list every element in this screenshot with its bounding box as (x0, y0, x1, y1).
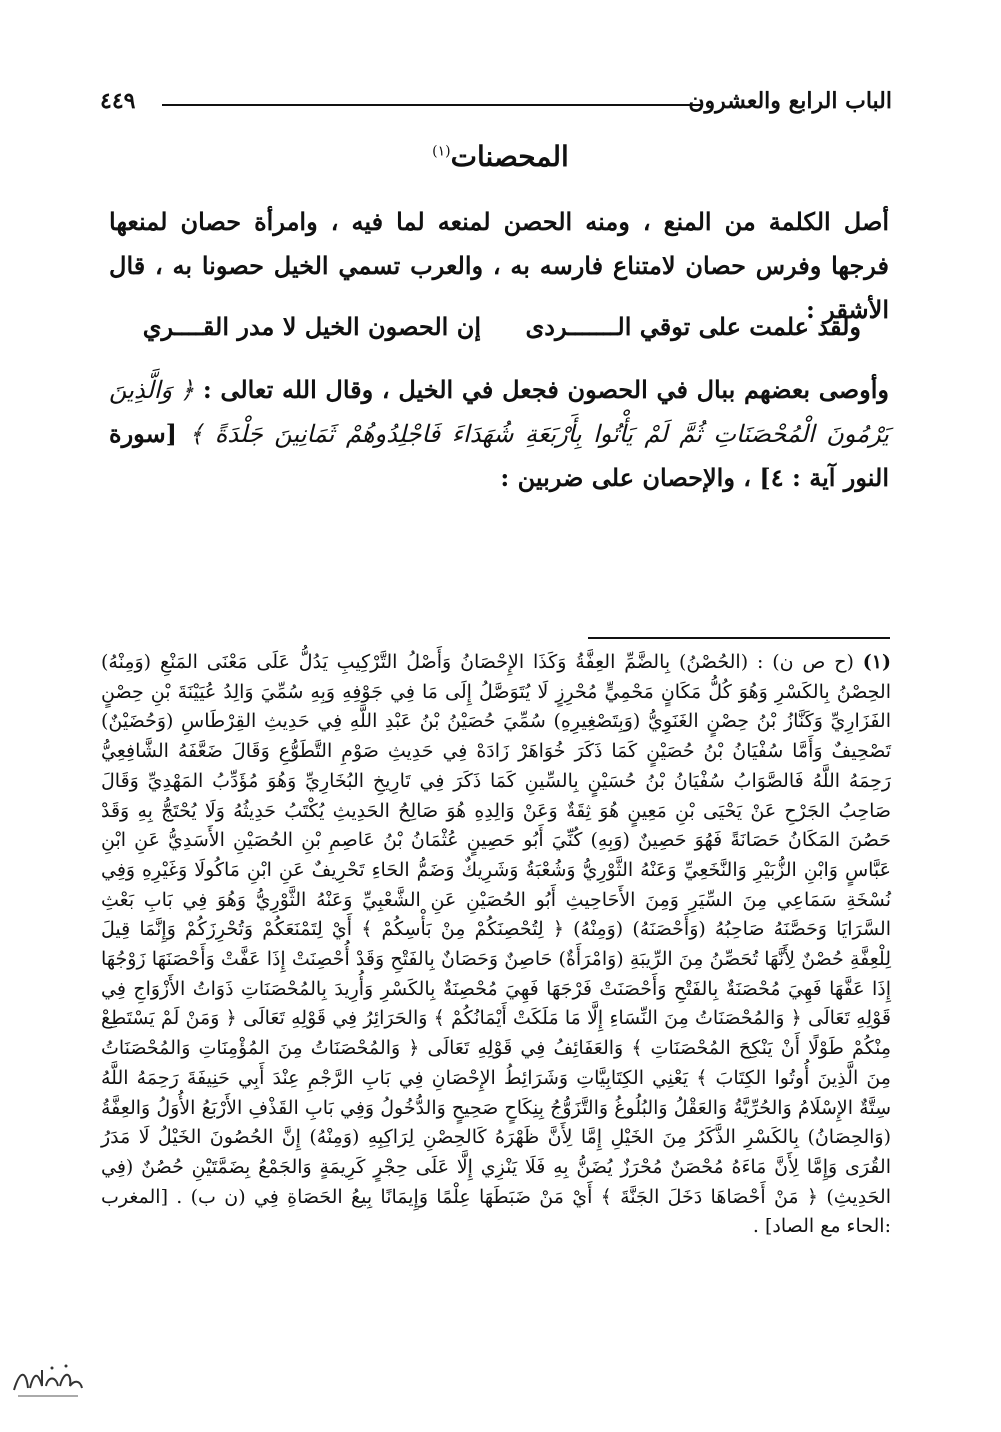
footnote-marker: (١) (862, 651, 892, 673)
verse-hemistich-1: ولقد علمت على توقي الـــــــردى (525, 312, 861, 341)
paragraph-2-intro: وأوصى بعضهم ببال في الحصون فجعل في الخيل ، وقال الله تعالى : (202, 375, 889, 404)
section-title-text: المحصنات (450, 140, 569, 173)
quran-reference: [سورة النور آية : ٤] ، (109, 419, 889, 492)
footnote (101, 648, 891, 1242)
verse-hemistich-2: إن الحصون الخيل لا مدر القــــري (142, 312, 481, 341)
paragraph-2-end: والإحصان على ضربين : (500, 463, 735, 492)
quran-quote: ﴿ وَالَّذِينَ يَرْمُونَ الْمُحْصَنَاتِ ثُمَّ لَمْ يَأْتُوا بِأَرْبَعَةِ شُهَدَاءَ فَاجْلِدُوهُمْ ثَمَانِينَ جَلْدَةً ﴾ (109, 376, 889, 448)
chapter-title: الباب الرابع والعشرون (688, 88, 892, 114)
footnote-reference: (١) (432, 143, 451, 160)
section-heading (0, 140, 1001, 173)
watermark-signature-icon (8, 1350, 88, 1410)
footnote-separator (588, 637, 890, 639)
footnote-text: (ح ص ن) : (الحُصْنُ) بِالضَّمِّ العِفَّةُ وَكَذَا الإِحْصَانُ وَأَصْلُ التَّرْكِيبِ يَدُلُّ عَلَى مَعْنَى المَنْعِ (وَمِنْهُ) الحِصْنُ بِالكَسْرِ وَهُوَ كُلُّ مَكَانٍ مَحْمِيٍّ مُحْرِزٍ لَا يُتَوَصَّلُ إِلَى مَا فِي جَوْفِهِ وَبِهِ سُمِّيَ وَالِدُ عُيَيْنَةَ بْنِ حِصْنٍ الفَزَارِيِّ وَكَنَّازُ بْنُ حِصْنٍ الغَنَوِيُّ (وَبِتَصْغِيرِهِ) سُمِّيَ حُصَيْنُ بْنُ عَبْدِ اللَّهِ فِي حَدِيثِ القِرْطَاسِ (وَحُضَيْنٌ) تَصْحِيفٌ وَأَمَّا سُفْيَانُ بْنُ حُصَيْنٍ كَمَا ذَكَرَ خُوَاهَرْ زَادَهْ فِي حَدِيثِ صَوْمِ التَّطَوُّعِ وَقَالَ ضَعَّفَهُ الشَّافِعِيُّ رَحِمَهُ اللَّهُ فَالصَّوَابُ سُفْيَانُ بْنُ حُسَيْنٍ بِالسِّينِ كَمَا ذَكَرَ فِي تَارِيخِ البُخَارِيِّ وَهُوَ مُؤَدِّبُ المَهْدِيِّ وَقَالَ صَاحِبُ الجَرْحِ عَنْ يَحْيَى بْنِ مَعِينٍ هُوَ ثِقَةٌ وَعَنْ وَالِدِهِ هُوَ صَالِحُ الحَدِيثِ يُكْتَبُ حَدِيثُهُ وَلَا يُحْتَجُّ بِهِ وَقَدْ حَصُنَ المَكَانُ حَصَانَةً فَهُوَ حَصِينٌ (وَبِهِ) كُنِّيَ أَبُو حَصِينٍ عُثْمَانُ بْنُ عَاصِمِ بْنِ الحُصَيْنِ الأَسَدِيُّ عَنِ ابْنِ عَبَّاسٍ وَابْنِ الزُّبَيْرِ وَالنَّخَعِيِّ وَعَنْهُ الثَّوْرِيُّ وَشُعْبَةُ وَشَرِيكٌ وَضَمُّ الحَاءِ تَحْرِيفٌ عَنِ ابْنِ مَاكُولَا وَغَيْرِهِ وَفِي نُسْخَةِ سَمَاعِي مِنَ السِّيَرِ وَمِنَ الأَحَاحِيثِ أَبُو الحُصَيْنِ عَنِ الشَّعْبِيِّ وَعَنْهُ الثَّوْرِيُّ وَهُوَ فِي بَابِ بَعْثِ السَّرَايَا وَحَصَّنَهُ صَاحِبُهُ (وَأَحْصَنَهُ) (وَمِنْهُ) ﴿ لِتُحْصِنَكُمْ مِنْ بَأْسِكُمْ ﴾ أَيْ لِتَمْنَعَكُمْ وَتُحْرِزَكُمْ وَإِنَّمَا قِيلَ لِلْعِفَّةِ حُصْنٌ لِأَنَّهَا تُحَصِّنُ مِنَ الرِّيبَةِ (وَامْرَأَةٌ) حَاصِنٌ وَحَصَانٌ بِالفَتْحِ وَقَدْ أُحْصِنَتْ إِذَا عَفَّتْ وَأَحْصَنَهَا زَوْجُهَا إِذَا عَفَّهَا فَهِيَ مُحْصَنَةٌ بِالفَتْحِ وَأَحْصَنَتْ فَرْجَهَا فَهِيَ مُحْصِنَةٌ بِالكَسْرِ وَأُرِيدَ بِالمُحْصَنَاتِ ذَوَاتُ الأَزْوَاجِ فِي قَوْلِهِ تَعَالَى ﴿ وَالمُحْصَنَاتُ مِنَ النِّسَاءِ إِلَّا مَا مَلَكَتْ أَيْمَانُكُمْ ﴾ وَالحَرَائِرُ فِي قَوْلِهِ تَعَالَى ﴿ وَمَنْ لَمْ يَسْتَطِعْ مِنْكُمْ طَوْلًا أَنْ يَنْكِحَ المُحْصَنَاتِ ﴾ وَالعَفَائِفُ فِي قَوْلِهِ تَعَالَى ﴿ وَالمُحْصَنَاتُ مِنَ المُؤْمِنَاتِ وَالمُحْصَنَاتُ مِنَ الَّذِينَ أُوتُوا الكِتَابَ ﴾ يَعْنِي الكِتَابِيَّاتِ وَشَرَائِطُ الإِحْصَانِ فِي بَابِ الرَّجْمِ عِنْدَ أَبِي حَنِيفَةَ رَحِمَهُ اللَّهُ سِتَّةٌ الإِسْلَامُ وَالحُرِّيَّةُ وَالعَقْلُ وَالبُلُوغُ وَالتَّزَوُّجُ بِنِكَاحٍ صَحِيحٍ وَالدُّخُولُ وَفِي بَابِ القَذْفِ الأَرْبَعُ الأُوَلُ وَالعِفَّةُ (وَالحِصَانُ) بِالكَسْرِ الذَّكَرُ مِنَ الخَيْلِ إِمَّا لِأَنَّ ظَهْرَهُ كَالحِصْنِ لِرَاكِبِهِ (وَمِنْهُ) إِنَّ الحُصُونَ الخَيْلُ لَا مَدَرُ القُرَى وَإِمَّا لِأَنَّ مَاءَهُ مُحْصَنٌ مُحْرَزٌ يُضَنُّ بِهِ فَلَا يَنْزِي إِلَّا عَلَى حِجْرٍ كَرِيمَةٍ وَالجَمْعُ بِضَمَّتَيْنِ حُصُنٌ (فِي الحَدِيثِ) ﴿ مَنْ أَحْصَاهَا دَخَلَ الجَنَّةَ ﴾ أَيْ مَنْ ضَبَطَهَا عِلْمًا وَإِيمَانًا بِيعُ الحَصَاةِ فِي (ن ب) . [المغرب :الحاء مع الصاد] . (101, 651, 891, 1238)
running-header (100, 82, 892, 122)
watermark-logo (8, 1350, 88, 1410)
paragraph-2 (109, 368, 889, 500)
header-rule (162, 104, 702, 106)
poetry-verse (141, 312, 861, 352)
paragraph-1: أصل الكلمة من المنع ، ومنه الحصن لمنعه لما فيه ، وامرأة حصان لمنعها فرجها وفرس حصان لامتناع فارسه به ، والعرب تسمي الخيل حصونا به ، قال الأشقر : (109, 207, 889, 324)
page-number: ٤٤٩ (100, 88, 136, 114)
